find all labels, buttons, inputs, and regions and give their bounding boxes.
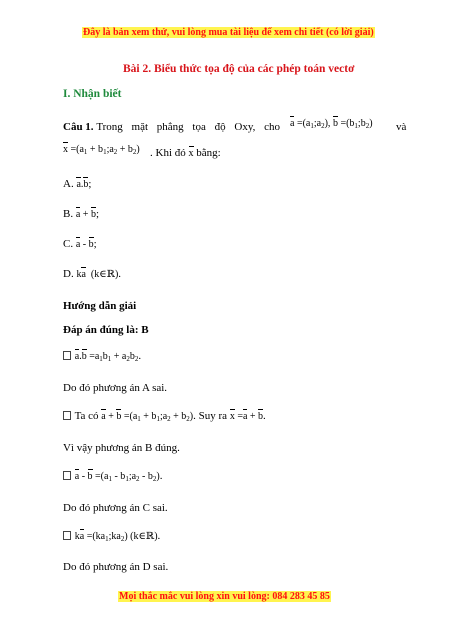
vectors-definition: $a =(a_1;a_2)$, $b =(b_1;b_2)$ xyxy=(290,118,373,130)
option-c-label: C. xyxy=(63,238,74,250)
bullet-icon xyxy=(63,531,71,540)
question-text: Trong mặt phẳng tọa độ Oxy, cho xyxy=(96,121,280,133)
vector-x-definition: $x =(a_1$ + $b_1;a_2 + b_2$) xyxy=(63,144,140,156)
suy-ra-text: . Suy ra xyxy=(193,410,228,422)
solution-text-c: Do đó phương án C sai. xyxy=(63,502,168,514)
solution-step-b: Ta có $a + b =(a_1$ + $b_1;a_2 + b_2$). Suy ra x =a + b. xyxy=(63,410,266,423)
solution-heading: Hướng dẫn giải xyxy=(63,300,137,312)
solution-step-a: $a.b =a_1b_1 + a_2b_2$. xyxy=(63,350,141,363)
contact-banner: Mọi thắc mắc vui lòng xin vui lòng: 084 283 45 85 xyxy=(119,591,330,602)
solution-text-b: Vì vậy phương án B đúng. xyxy=(63,442,180,454)
option-a: A. a.b; xyxy=(63,178,92,190)
section-heading: I. Nhận biết xyxy=(63,88,122,100)
option-b: B. a + b; xyxy=(63,208,99,220)
solution-step-d: ka $=(ka_1;ka_2)$ (k∈ℝ). xyxy=(63,530,160,543)
question-bang: bằng: xyxy=(196,147,221,159)
question-line-2: . Khi đó x bằng: xyxy=(150,147,221,159)
option-d-suffix: . xyxy=(118,268,122,280)
answer-line: Đáp án đúng là: B xyxy=(63,324,149,336)
question-khi-do: . Khi đó xyxy=(150,147,186,159)
bullet-icon xyxy=(63,471,71,480)
solution-text-d: Do đó phương án D sai. xyxy=(63,561,169,573)
option-d-label: D. xyxy=(63,268,74,280)
preview-banner: Đây là bản xem thử, vui lòng mua tài liệu để xem chi tiết (có lời giải) xyxy=(83,27,374,38)
question-line-1 xyxy=(63,121,280,133)
bullet-icon xyxy=(63,351,71,360)
question-label: Câu 1. xyxy=(63,121,94,133)
option-a-label: A. xyxy=(63,178,74,190)
bullet-icon xyxy=(63,411,71,420)
option-a-suffix: ; xyxy=(88,178,92,190)
option-b-suffix: ; xyxy=(95,208,99,220)
ta-co-text: Ta có xyxy=(74,410,99,422)
solution-step-c: $a - b =(a_1$ - $b_1;a_2 - b_2$). xyxy=(63,470,162,483)
and-word: và xyxy=(396,121,407,133)
option-b-label: B. xyxy=(63,208,74,220)
option-c: C. a - b; xyxy=(63,238,97,250)
option-c-suffix: ; xyxy=(93,238,97,250)
page-title: Bài 2. Biểu thức tọa độ của các phép toán vectơ xyxy=(123,63,355,75)
solution-text-a: Do đó phương án A sai. xyxy=(63,382,168,394)
option-d: D. ka (k∈ℝ). xyxy=(63,268,122,280)
